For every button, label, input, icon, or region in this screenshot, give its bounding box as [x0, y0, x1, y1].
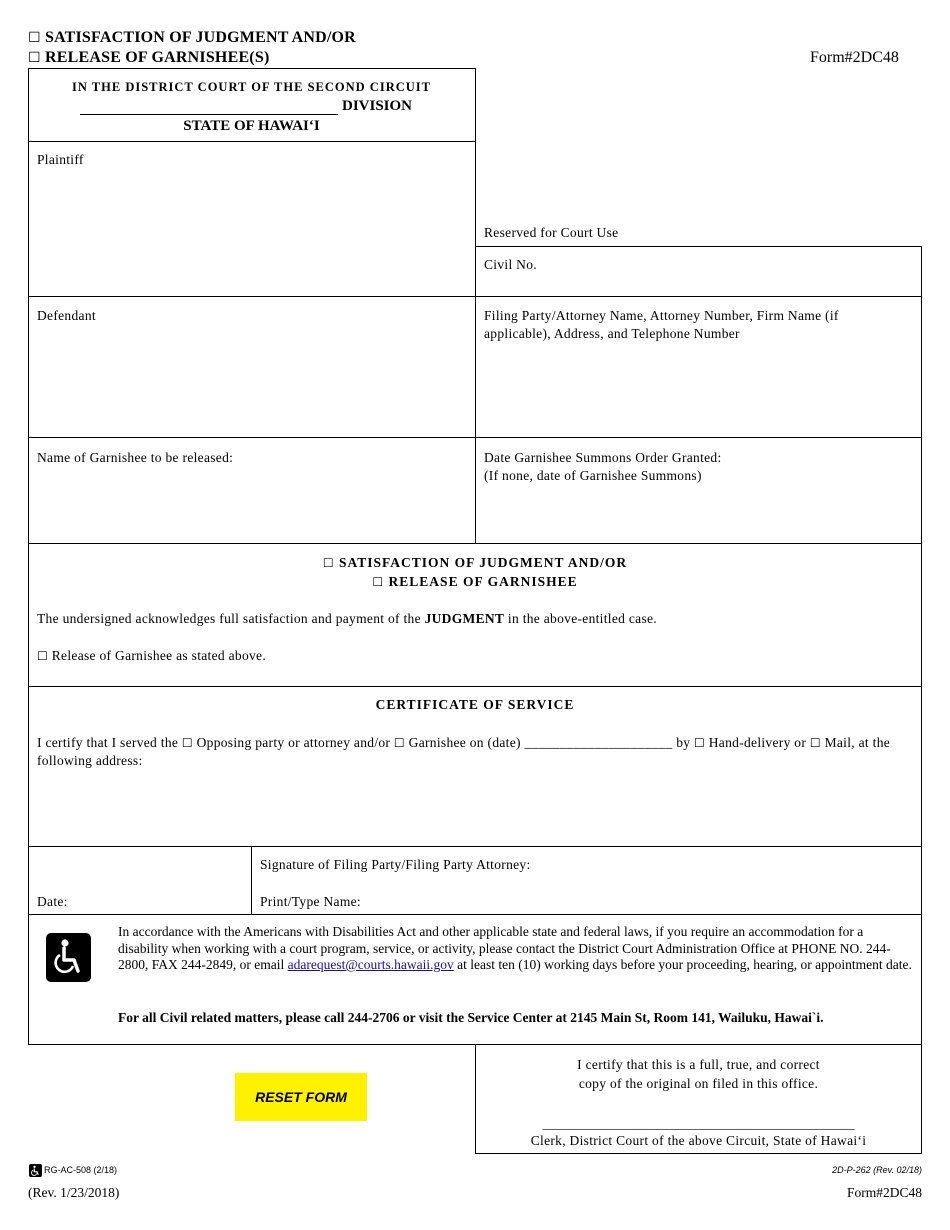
release-option [37, 648, 266, 664]
ada-notice [118, 924, 913, 974]
acknowledgment-text [37, 611, 657, 627]
date-granted-line1: Date Garnishee Summons Order Granted: [484, 450, 722, 465]
ada-text-before: In accordance with the Americans with Disabilities Act and other applicable state and federal laws, if you require an accommodation for a disability when working with a court program, service, or activity, please contact the District Court Administration Office at PHONE NO. 244-2800, FAX 244-2849, or email [118, 924, 891, 972]
court-name: IN THE DISTRICT COURT OF THE SECOND CIRCUIT [72, 80, 431, 94]
certify-line2: copy of the original on filed in this office. [578, 1076, 819, 1091]
satisfaction-checkbox[interactable]: ☐ [322, 556, 335, 570]
date-label: Date: [37, 894, 68, 909]
certificate-heading: CERTIFICATE OF SERVICE [375, 697, 575, 712]
ack-text-before: The undersigned acknowledges full satisfaction and payment of the [37, 611, 421, 626]
revision-date: (Rev. 1/23/2018) [28, 1185, 120, 1200]
clerk-signature-line: ________________________________________________ [542, 1116, 855, 1131]
garnishee-checkbox[interactable]: ☐ [393, 736, 405, 750]
ada-email-link[interactable]: adarequest@courts.hawaii.gov [287, 957, 454, 972]
satisfaction-heading1 [28, 555, 922, 571]
certify-line1: I certify that this is a full, true, and correct [577, 1057, 820, 1072]
title-checkbox-satisfaction[interactable]: ☐ [28, 30, 41, 46]
garnishee-name-label: Name of Garnishee to be released: [37, 450, 234, 465]
mail-checkbox[interactable]: ☐ [809, 736, 821, 750]
filing-party-line1: Filing Party/Attorney Name, Attorney Number, Firm Name (if [484, 308, 839, 323]
defendant-label: Defendant [37, 308, 96, 323]
satisfaction-heading2 [28, 574, 922, 590]
footer-right-code: 2D-P-262 (Rev. 02/18) [832, 1165, 922, 1175]
ada-text-after: at least ten (10) working days before your proceeding, hearing, or appointment date. [457, 957, 912, 972]
filing-party-line2: applicable), Address, and Telephone Number [484, 326, 740, 341]
plaintiff-label: Plaintiff [37, 152, 84, 167]
opposing-party-text: Opposing party or attorney and/or [196, 735, 391, 750]
mail-text: Mail, at the following address: [37, 735, 891, 768]
state-label: STATE OF HAWAI‘I [183, 118, 320, 134]
small-wheelchair-icon [29, 1164, 42, 1177]
form-title-line1 [28, 29, 356, 47]
certificate-intro: I certify that I served the [37, 735, 179, 750]
reset-form-button[interactable]: RESET FORM [235, 1073, 367, 1121]
release-checkbox[interactable]: ☐ [372, 575, 385, 589]
date-granted-line2: (If none, date of Garnishee Summons) [484, 468, 702, 483]
ack-text-after: in the above-entitled case. [507, 611, 657, 626]
civil-matters-note: For all Civil related matters, please call 244-2706 or visit the Service Center at 2145 Main St, Room 141, Wailuku, Hawai`i. [118, 1010, 824, 1025]
garnishee-date-text: Garnishee on (date) _____________________ by [408, 735, 691, 750]
release-option-text: Release of Garnishee as stated above. [51, 648, 267, 663]
footer-left-code: RG-AC-508 (2/18) [44, 1165, 118, 1175]
release-garnishee-checkbox[interactable]: ☐ [37, 649, 49, 663]
satisfaction-heading-text: SATISFACTION OF JUDGMENT AND/OR [338, 555, 628, 570]
certificate-text [37, 734, 912, 770]
clerk-label: Clerk, District Court of the above Circuit, State of Hawai‘i [530, 1133, 867, 1148]
title-text-release: RELEASE OF GARNISHEE(S) [44, 49, 270, 66]
form-number-top: Form#2DC48 [810, 49, 899, 66]
civil-no-label: Civil No. [484, 257, 537, 272]
form-number-bottom: Form#2DC48 [846, 1185, 922, 1200]
hand-delivery-checkbox[interactable]: ☐ [694, 736, 706, 750]
hand-delivery-text: Hand-delivery or [708, 735, 807, 750]
division-blank-line [80, 114, 338, 115]
print-name-label: Print/Type Name: [260, 894, 361, 909]
reserved-court-use: Reserved for Court Use [484, 225, 619, 240]
title-checkbox-release[interactable]: ☐ [28, 50, 41, 66]
wheelchair-icon [46, 933, 91, 982]
signature-label: Signature of Filing Party/Filing Party Attorney: [260, 857, 531, 872]
opposing-party-checkbox[interactable]: ☐ [181, 736, 193, 750]
division-label: DIVISION [342, 98, 413, 114]
release-heading-text: RELEASE OF GARNISHEE [388, 574, 578, 589]
title-text-satisfaction: SATISFACTION OF JUDGMENT AND/OR [44, 29, 356, 46]
ack-judgment: JUDGMENT [424, 611, 505, 626]
filing-party-label [484, 307, 839, 343]
certify-copy-text [476, 1055, 921, 1093]
date-granted-label [484, 449, 722, 485]
form-title-line2 [28, 49, 269, 67]
